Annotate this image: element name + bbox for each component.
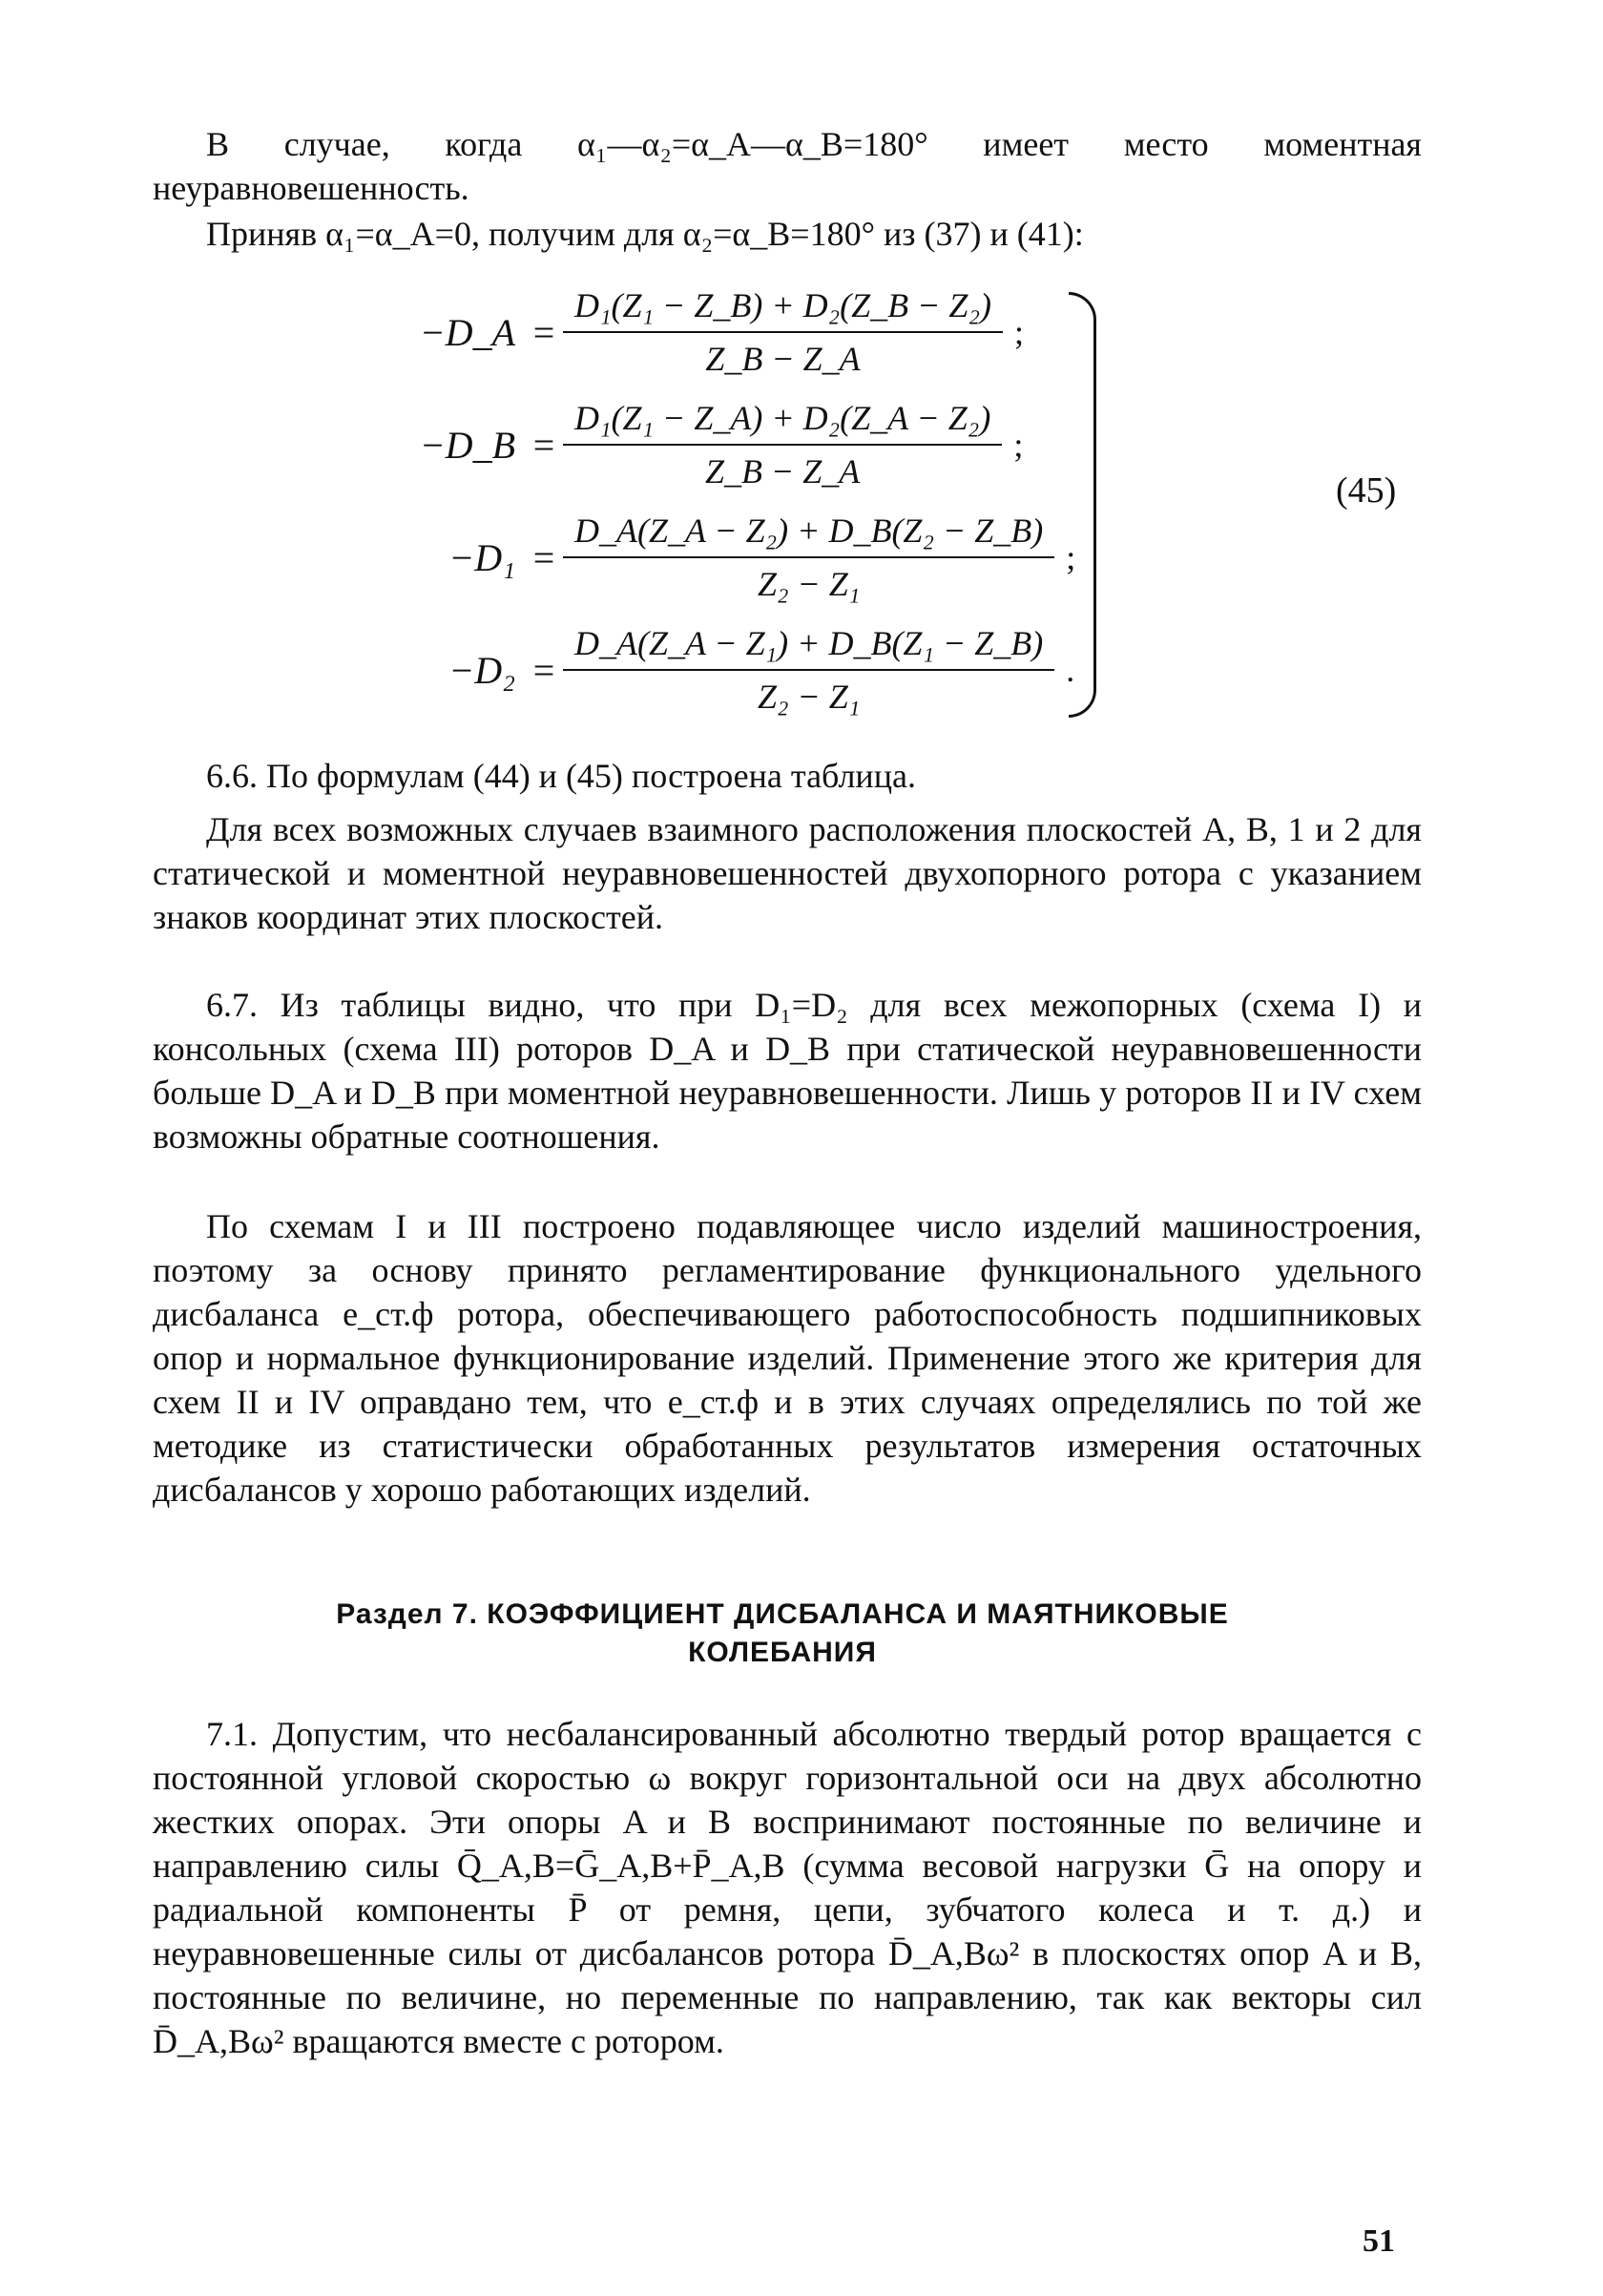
fraction [563, 623, 1054, 717]
formula-lhs: −D₁ [448, 535, 515, 579]
formula-lhs: −D_B [419, 423, 515, 467]
equals-sign: = [532, 535, 555, 579]
equation-number: (45) [1336, 470, 1397, 511]
right-brace [1069, 292, 1096, 718]
fraction [563, 398, 1002, 491]
denominator: Z_B − Z_A [704, 452, 861, 491]
formula-lhs: −D_A [419, 310, 515, 354]
fraction [563, 285, 1003, 379]
equals-sign: = [532, 423, 555, 467]
section-heading: Раздел 7. КОЭФФИЦИЕНТ ДИСБАЛАНСА И МАЯТНИКОВЫЕ КОЛЕБАНИЯ [336, 1598, 1229, 1668]
paragraph-6-7: 6.7. Из таблицы видно, что при D₁=D₂ для всех межопорных (схема I) и консольных (схема III) роторов D_A и D_B при статической неуравновешенности больше D_A и D_B при моментной неуравновешенности. Лишь у роторов II и IV схем возможны обратные соотношения. [153, 986, 1422, 1156]
formula-lhs: −D₂ [448, 648, 515, 692]
page-number: 51 [1363, 2223, 1395, 2259]
paragraph-assumption: Приняв α₁=α_A=0, получим для α₂=α_B=180° из (37) и (41): [206, 215, 1084, 253]
paragraph-6-6: 6.6. По формулам (44) и (45) построена таблица. [206, 757, 916, 795]
formula-row-db [324, 391, 1023, 498]
formula-punctuation: . [1066, 651, 1075, 689]
paragraph-schemes: По схемам I и III построено подавляющее число изделий машиностроения, поэтому за основу принято регламентирование функционального удельного дисбаланса e_ст.ф ротора, обеспечивающего работоспособность подшипниковых опор и нормальное функционирование изделий. Применение этого же критерия для схем II и IV оправдано тем, что e_ст.ф и в этих случаях определялись по той же методике из статистически обработанных результатов измерения остаточных дисбалансов у хорошо работающих изделий. [153, 1207, 1422, 1509]
denominator: Z_B − Z_A [705, 340, 861, 378]
fraction [563, 511, 1054, 604]
paragraph-moment-imbalance: В случае, когда α₁—α₂=α_A—α_B=180° имеет место моментная неуравновешенность. [153, 125, 1422, 207]
formula-row-d2 [324, 616, 1074, 723]
paragraph-7-1: 7.1. Допустим, что несбалансированный абсолютно твердый ротор вращается с постоянной угловой скоростью ω вокруг горизонтальной оси на двух абсолютно жестких опорах. Эти опоры A и B воспринимают постоянные по величине и направлению силы Q̄_A,B=Ḡ_A,B+P̄_A,B (сумма весовой нагрузки Ḡ на опору и радиальной компоненты P̄ от ремня, цепи, зубчатого колеса и т. д.) и неуравновешенные силы от дисбалансов ротора D̄_A,Bω² в плоскостях опор A и B, постоянные по величине, но переменные по направлению, так как векторы сил D̄_A,Bω² вращаются вместе с ротором. [153, 1715, 1422, 2060]
formula-punctuation: ; [1013, 426, 1024, 464]
formula-row-d1 [324, 504, 1075, 611]
numerator: D₁(Z₁ − Z_B) + D₂(Z_B − Z₂) [563, 285, 1003, 333]
numerator: D_A(Z_A − Z₂) + D_B(Z₂ − Z_B) [563, 511, 1054, 558]
numerator: D_A(Z_A − Z₁) + D_B(Z₁ − Z_B) [563, 623, 1054, 671]
paragraph-table-description: Для всех возможных случаев взаимного расположения плоскостей A, B, 1 и 2 для статической и моментной неуравновешенностей двухопорного ротора с указанием знаков координат этих плоскостей. [153, 810, 1422, 936]
formula-system-45 [324, 279, 1431, 737]
numerator: D₁(Z₁ − Z_A) + D₂(Z_A − Z₂) [563, 398, 1002, 446]
equals-sign: = [532, 310, 555, 354]
formula-punctuation: ; [1066, 538, 1076, 576]
equals-sign: = [532, 648, 555, 692]
denominator: Z₂ − Z₁ [757, 678, 861, 716]
formula-row-da [324, 279, 1024, 386]
formula-punctuation: ; [1013, 313, 1024, 351]
denominator: Z₂ − Z₁ [757, 565, 861, 603]
